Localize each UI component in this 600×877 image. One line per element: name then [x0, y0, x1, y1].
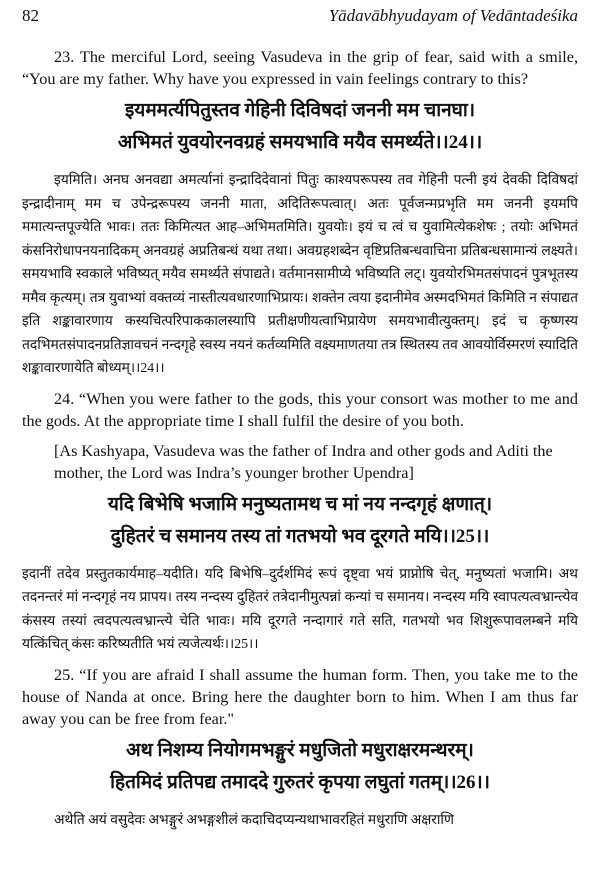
commentary-26: अथेति अयं वसुदेवः अभङ्गुरं अभङ्गशीलं कदाचिदप्यन्यथाभावरहितं मधुराणि अक्षराणि [54, 811, 454, 827]
commentary-25: इदानीं तदेव प्रस्तुतकार्यमाह–यदीति। यदि बिभेषि–दुर्दर्शमिदं रूपं दृष्ट्वा भयं प्राप्नोषि चेत्, मनुष्यतां भजामि। अथ तदनन्तरं मां नन्दगृहं नय प्रापय। तस्य नन्दस्य दुहितरं तत्रेदानीमुत्पन्नां कन्यां च समानय। नन्दस्य मयि स्वापत्यत्वभ्रान्त्येव कंसस्य तस्यां त्वदपत्यत्वभ्रान्त्ये चेति भावः। मयि दूरगते नन्दागारं गते सति, गतभयो भव शिशुरूपावलम्बने मयि यत्किंचित् कंसः करिष्यतीति भयं त्यजेत्यर्थः।।25।। [22, 565, 578, 651]
verse-26-line-1: अथ निशम्य नियोगमभङ्गुरं मधुजितो मधुराक्षरमन्थरम्। [126, 739, 474, 761]
translation-25: 25. “If you are afraid I shall assume the human form. Then, you take me to the house of Nanda at once. Bring here the daughter born to him. When I am thus far away you can be free from fear." [22, 665, 578, 728]
page-header [22, 6, 578, 32]
translation-24: 24. “When you were father to the gods, this your consort was mother to me and the gods. At the appropriate time I shall fulfil the desire of you both. [22, 389, 578, 430]
running-title: Yādavābhyudayam of Vedāntadeśika [328, 6, 578, 25]
verse-25-line-2: दुहितरं च समानय तस्य तां गतभयो भव दूरगते मयि।।25।। [110, 525, 490, 547]
commentary-24: इयमिति। अनघ अनवद्या अमर्त्यानां इन्द्रादिदेवानां पितुः काश्यपरूपस्य तव गेहिनी पत्नी इयं देवकी दिविषदां इन्द्रादीनाम् मम च उपेन्द्ररूपस्य जननी माता, अदितिरूपत्वात्। अतः पूर्वजन्मप्रभृति मम जननी इयमपि ममात्यन्तपूज्येति भावः। ततः किमित्यत आह–अभिमतमिति। युवयोः। इयं च त्वं च युवामित्येकशेषः ; तयोः अभिमतं कंसनिरोधापनयनादिकम् अनवग्रहं अप्रतिबन्धं यथा तथा। अवग्रहशब्देन वृष्टिप्रतिबन्धवाचिना प्रतिबन्धसामान्यं लक्ष्यते। समयभावि स्वकाले भविष्यत् मयैव समर्थ्यते संपाद्यते। वर्तमानसामीप्ये भविष्यति लट्। युवयोरभिमतसंपादनं पुत्रभूतस्य ममैव कृत्यम्। तत्र युवाभ्यां वक्तव्यं नास्तीत्यवधारणाभिप्रायः। शक्तेन त्वया इदानीमेव अस्मदभिमतं किमिति न संपाद्यत इति शङ्कावारणाय कस्यचित्परिपाककालस्यापि प्रतीक्षणीयत्वाभिप्रायेण समयभावीत्युक्तम्। इदं च कृष्णस्य तदभिमतसंपादनप्रतिज्ञावचनं नन्दगृहे स्वस्य नयनं कर्तव्यमिति वक्ष्यमाणतया तत्र स्थितस्य तव आवयोर्विस्मरणं स्यादिति शङ्कावारणायेति बोध्यम्।।24।। [22, 172, 578, 375]
translator-note-24: [As Kashyapa, Vasudeva was the father of Indra and other gods and Aditi the mother, the Lord was Indra’s younger brother Upendra] [54, 441, 553, 482]
verse-24-line-2: अभिमतं युवयोरनवग्रहं समयभावि मयैव समर्थ्यते।।24।। [117, 132, 483, 153]
verse-25-line-1: यदि बिभेषि भजामि मनुष्यतामथ च मां नय नन्दगृहं क्षणात्। [107, 493, 493, 515]
page-number: 82 [22, 6, 39, 25]
verse-24-line-1: इयममर्त्यपितुस्तव गेहिनी दिविषदां जननी मम चानघा। [124, 100, 476, 121]
verse-26-line-2: हितमिदं प्रतिपद्य तमाददे गुरुतरं कृपया लघुतां गतम्।।26।। [110, 771, 490, 793]
translation-23: 23. The merciful Lord, seeing Vasudeva in the grip of fear, said with a smile, “You are my father. Why have you expressed in vain feelings contrary to this? [22, 48, 578, 88]
